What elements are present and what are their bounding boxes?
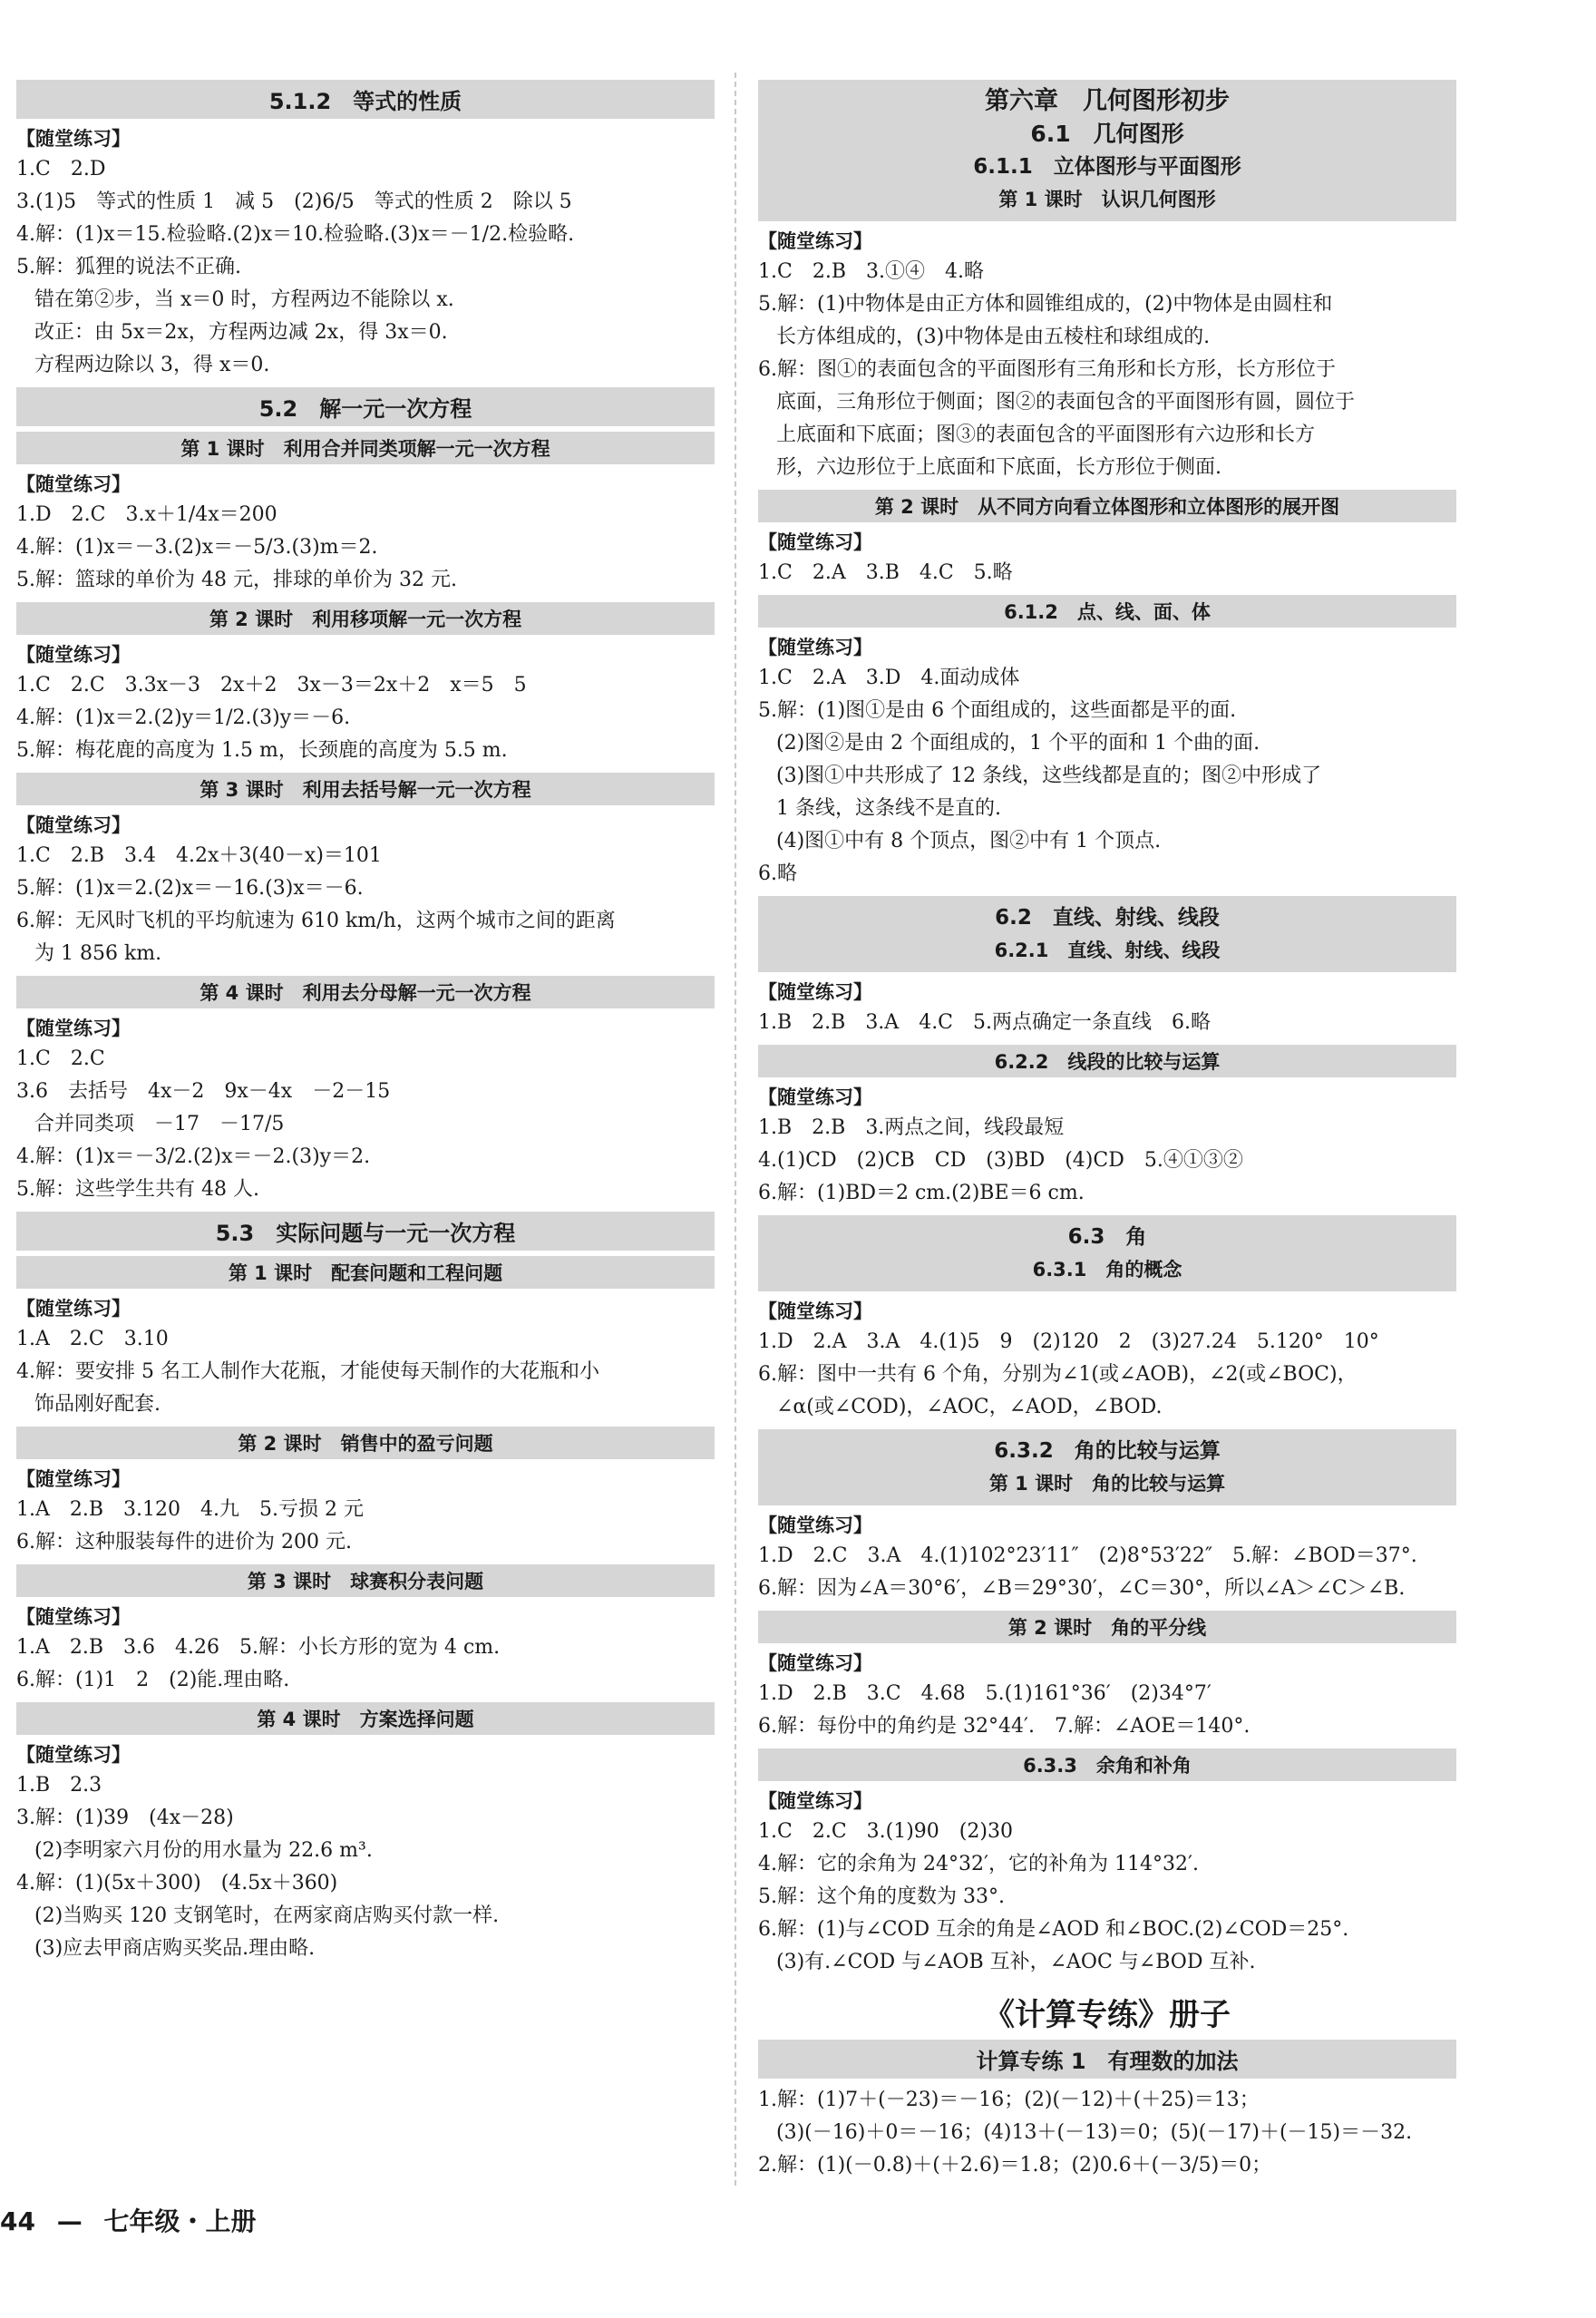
answer-line: 6.解：这种服装每件的进价为 200 元. <box>16 1531 352 1553</box>
subsection-title: 6.3.1 角的概念 <box>1032 1259 1182 1281</box>
answer-line: 2.解：(1)(－0.8)＋(＋2.6)＝1.8；(2)0.6＋(－3/5)＝0； <box>758 2154 1272 2177</box>
section-header <box>758 1215 1456 1291</box>
lesson-title: 第 1 课时 认识几何图形 <box>998 189 1216 210</box>
answer-line: 5.解：(1)x＝2.(2)x＝－16.(3)x＝－6. <box>16 877 364 900</box>
answer-line: 1.C 2.C 3.3x－3 2x＋2 3x－3＝2x＋2 x＝5 5 <box>16 674 527 696</box>
practice-tag: 【随堂练习】 <box>758 637 872 658</box>
chapter-title: 第六章 几何图形初步 <box>985 87 1230 115</box>
section-header: 5.1.2 等式的性质 <box>16 80 715 119</box>
left-column <box>16 74 715 1965</box>
column-divider <box>735 73 736 2186</box>
answer-continuation: 为 1 856 km. <box>34 942 162 965</box>
answer-line: 6.解：(1)BD＝2 cm.(2)BE＝6 cm. <box>758 1182 1085 1204</box>
lesson-header: 第 3 课时 利用去括号解一元一次方程 <box>16 773 715 805</box>
section-header: 5.2 解一元一次方程 <box>16 387 715 426</box>
booklet-title: 《计算专练》册子 <box>984 1997 1231 2033</box>
answer-line: 4.解：(1)x＝－3.(2)x＝－5/3.(3)m＝2. <box>16 536 378 559</box>
subsection-title: 6.2.1 直线、射线、线段 <box>994 940 1221 961</box>
answer-line: 1.C 2.B 3.4 4.2x＋3(40－x)＝101 <box>16 844 382 867</box>
answer-continuation: (2)当购买 120 支钢笔时，在两家商店购买付款一样. <box>34 1904 500 1927</box>
answer-line: 5.解：(1)中物体是由正方体和圆锥组成的，(2)中物体是由圆柱和 <box>758 293 1333 316</box>
answer-line: 4.解：它的余角为 24°32′，它的补角为 114°32′. <box>758 1853 1199 1875</box>
answer-line: 5.解：梅花鹿的高度为 1.5 m，长颈鹿的高度为 5.5 m. <box>16 739 508 762</box>
section-title: 6.2 直线、射线、线段 <box>995 906 1220 930</box>
answer-line: 1.C 2.A 3.D 4.面动成体 <box>758 667 1020 689</box>
answer-continuation: (2)图②是由 2 个面组成的，1 个平的面和 1 个曲的面. <box>776 732 1260 755</box>
answer-continuation: (3)应去甲商店购买奖品.理由略. <box>34 1937 316 1960</box>
answer-line: 1.C 2.B 3.①④ 4.略 <box>758 260 984 283</box>
answer-continuation: (3)(－16)＋0＝－16；(4)13＋(－13)＝0；(5)(－17)＋(－15)＝－32. <box>776 2121 1413 2144</box>
practice-tag: 【随堂练习】 <box>758 1086 872 1108</box>
lesson-header: 6.1.2 点、线、面、体 <box>758 595 1456 628</box>
answer-line: 6.解：无风时飞机的平均航速为 610 km/h，这两个城市之间的距离 <box>16 910 616 932</box>
chapter-header <box>758 80 1456 221</box>
answer-line: 3.6 去括号 4x－2 9x－4x －2－15 <box>16 1080 391 1103</box>
lesson-header: 第 3 课时 球赛积分表问题 <box>16 1564 715 1597</box>
answer-line: 1.C 2.D <box>16 158 106 180</box>
section-header: 计算专练 1 有理数的加法 <box>758 2040 1456 2079</box>
practice-tag: 【随堂练习】 <box>16 128 131 150</box>
answer-line: 1.C 2.C 3.(1)90 (2)30 <box>758 1820 1013 1843</box>
answer-continuation: 饰品刚好配套. <box>34 1393 161 1416</box>
answer-line: 3.(1)5 等式的性质 1 减 5 (2)6/5 等式的性质 2 除以 5 <box>16 190 572 213</box>
footer-dash: — <box>56 2206 83 2236</box>
lesson-header: 第 2 课时 角的平分线 <box>758 1611 1456 1643</box>
practice-tag: 【随堂练习】 <box>758 230 872 252</box>
lesson-header: 第 4 课时 利用去分母解一元一次方程 <box>16 976 715 1008</box>
practice-tag: 【随堂练习】 <box>16 644 131 666</box>
answer-line: 1.A 2.C 3.10 <box>16 1328 169 1350</box>
answer-continuation: 改正：由 5x＝2x，方程两边减 2x，得 3x＝0. <box>34 321 448 344</box>
practice-tag: 【随堂练习】 <box>16 1298 131 1320</box>
lesson-header: 第 2 课时 利用移项解一元一次方程 <box>16 602 715 635</box>
answer-line: 4.解：(1)x＝15.检验略.(2)x＝10.检验略.(3)x＝－1/2.检验略. <box>16 223 575 246</box>
answer-line: 4.解：(1)x＝－3/2.(2)x＝－2.(3)y＝2. <box>16 1145 371 1168</box>
page-number: 44 <box>0 2206 35 2236</box>
practice-tag: 【随堂练习】 <box>16 1018 131 1039</box>
answer-continuation: 合并同类项 －17 －17/5 <box>34 1113 285 1135</box>
answer-line: 4.解：要安排 5 名工人制作大花瓶，才能使每天制作的大花瓶和小 <box>16 1360 599 1383</box>
page-footer <box>0 2202 268 2238</box>
subsection-title: 第 1 课时 角的比较与运算 <box>988 1473 1226 1495</box>
lesson-header: 第 1 课时 配套问题和工程问题 <box>16 1256 715 1289</box>
practice-tag: 【随堂练习】 <box>758 1300 872 1322</box>
answer-line: 6.解：图中一共有 6 个角，分别为∠1(或∠AOB)，∠2(或∠BOC)， <box>758 1363 1358 1386</box>
answer-line: 1.B 2.3 <box>16 1774 102 1797</box>
answer-line: 6.解：图①的表面包含的平面图形有三角形和长方形，长方形位于 <box>758 358 1336 381</box>
answer-line: 3.解：(1)39 (4x－28) <box>16 1807 234 1829</box>
answer-continuation: 上底面和下底面；图③的表面包含的平面图形有六边形和长方 <box>776 424 1316 446</box>
answer-line: 1.C 2.A 3.B 4.C 5.略 <box>758 561 1013 584</box>
section-header <box>758 896 1456 972</box>
practice-tag: 【随堂练习】 <box>758 531 872 553</box>
answer-line: 1.D 2.B 3.C 4.68 5.(1)161°36′ (2)34°7′ <box>758 1682 1212 1705</box>
answer-line: 6.略 <box>758 862 797 885</box>
answer-continuation: (2)李明家六月份的用水量为 22.6 m³. <box>34 1839 373 1862</box>
answer-continuation: 错在第②步，当 x＝0 时，方程两边不能除以 x. <box>34 288 454 311</box>
subsection-title: 6.1.1 立体图形与平面图形 <box>973 155 1241 179</box>
answer-line: 1.D 2.C 3.x＋1/4x＝200 <box>16 503 277 526</box>
section-header <box>758 1429 1456 1505</box>
lesson-header: 第 2 课时 销售中的盈亏问题 <box>16 1427 715 1459</box>
footer-grade: 七年级・上册 <box>103 2206 257 2236</box>
practice-tag: 【随堂练习】 <box>758 1652 872 1674</box>
answer-line: 1.B 2.B 3.A 4.C 5.两点确定一条直线 6.略 <box>758 1011 1211 1034</box>
practice-tag: 【随堂练习】 <box>16 473 131 495</box>
answer-line: 5.解：(1)图①是由 6 个面组成的，这些面都是平的面. <box>758 699 1237 722</box>
section-header: 5.3 实际问题与一元一次方程 <box>16 1212 715 1251</box>
answer-line: 5.解：狐狸的说法不正确. <box>16 256 241 278</box>
answer-continuation: 形，六边形位于上底面和下底面，长方形位于侧面. <box>776 456 1221 479</box>
answer-line: 4.解：(1)x＝2.(2)y＝1/2.(3)y＝－6. <box>16 706 351 729</box>
answer-line: 1.A 2.B 3.6 4.26 5.解：小长方形的宽为 4 cm. <box>16 1636 501 1659</box>
answer-line: 1.解：(1)7＋(－23)＝－16；(2)(－12)＋(＋25)＝13； <box>758 2089 1260 2111</box>
answer-line: 1.B 2.B 3.两点之间，线段最短 <box>758 1116 1065 1139</box>
practice-tag: 【随堂练习】 <box>16 1468 131 1490</box>
practice-tag: 【随堂练习】 <box>758 1514 872 1536</box>
practice-tag: 【随堂练习】 <box>16 814 131 836</box>
section-title: 6.1 几何图形 <box>1030 121 1184 147</box>
answer-line: 4.解：(1)(5x＋300) (4.5x＋360) <box>16 1872 338 1894</box>
answer-line: 6.解：每份中的角约是 32°44′. 7.解：∠AOE＝140°. <box>758 1715 1251 1738</box>
answer-continuation: 1 条线，这条线不是直的. <box>776 797 1001 820</box>
answer-line: 1.C 2.C <box>16 1047 105 1070</box>
answer-line: 6.解：(1)1 2 (2)能.理由略. <box>16 1669 290 1691</box>
answer-line: 1.A 2.B 3.120 4.九 5.亏损 2 元 <box>16 1498 364 1521</box>
lesson-header: 第 2 课时 从不同方向看立体图形和立体图形的展开图 <box>758 490 1456 522</box>
practice-tag: 【随堂练习】 <box>758 1790 872 1812</box>
lesson-header: 第 4 课时 方案选择问题 <box>16 1702 715 1735</box>
practice-tag: 【随堂练习】 <box>758 981 872 1003</box>
right-column <box>758 74 1456 2182</box>
answer-continuation: (4)图①中有 8 个顶点，图②中有 1 个顶点. <box>776 830 1162 852</box>
section-title: 6.3 角 <box>1067 1225 1147 1249</box>
answer-continuation: 长方体组成的，(3)中物体是由五棱柱和球组成的. <box>776 326 1211 348</box>
right-column-body <box>758 227 1456 2182</box>
answer-line: 6.解：(1)与∠COD 互余的角是∠AOD 和∠BOC.(2)∠COD＝25°. <box>758 1918 1349 1941</box>
answer-line: 5.解：篮球的单价为 48 元，排球的单价为 32 元. <box>16 569 457 591</box>
practice-tag: 【随堂练习】 <box>16 1744 131 1766</box>
lesson-header: 第 1 课时 利用合并同类项解一元一次方程 <box>16 432 715 464</box>
answer-line: 1.D 2.C 3.A 4.(1)102°23′11″ (2)8°53′22″ 5.解：∠BOD＝37°. <box>758 1544 1417 1567</box>
lesson-header: 6.3.3 余角和补角 <box>758 1748 1456 1781</box>
answer-line: 1.D 2.A 3.A 4.(1)5 9 (2)120 2 (3)27.24 5.120° 10° <box>758 1330 1379 1353</box>
section-title: 6.3.2 角的比较与运算 <box>994 1439 1221 1463</box>
answer-line: 6.解：因为∠A＝30°6′，∠B＝29°30′，∠C＝30°，所以∠A＞∠C＞∠B. <box>758 1577 1406 1600</box>
answer-line: 5.解：这些学生共有 48 人. <box>16 1178 259 1201</box>
answer-line: 5.解：这个角的度数为 33°. <box>758 1885 1005 1908</box>
answer-continuation: 方程两边除以 3，得 x＝0. <box>34 354 270 376</box>
answer-continuation: ∠α(或∠COD)，∠AOC，∠AOD，∠BOD. <box>776 1396 1163 1418</box>
answer-line: 4.(1)CD (2)CB CD (3)BD (4)CD 5.④①③② <box>758 1149 1243 1172</box>
answer-continuation: (3)图①中共形成了 12 条线，这些线都是直的；图②中形成了 <box>776 765 1322 787</box>
answer-continuation: (3)有.∠COD 与∠AOB 互补，∠AOC 与∠BOD 互补. <box>776 1951 1256 1973</box>
lesson-header: 6.2.2 线段的比较与运算 <box>758 1045 1456 1077</box>
answer-continuation: 底面，三角形位于侧面；图②的表面包含的平面图形有圆，圆位于 <box>776 391 1356 414</box>
practice-tag: 【随堂练习】 <box>16 1606 131 1628</box>
